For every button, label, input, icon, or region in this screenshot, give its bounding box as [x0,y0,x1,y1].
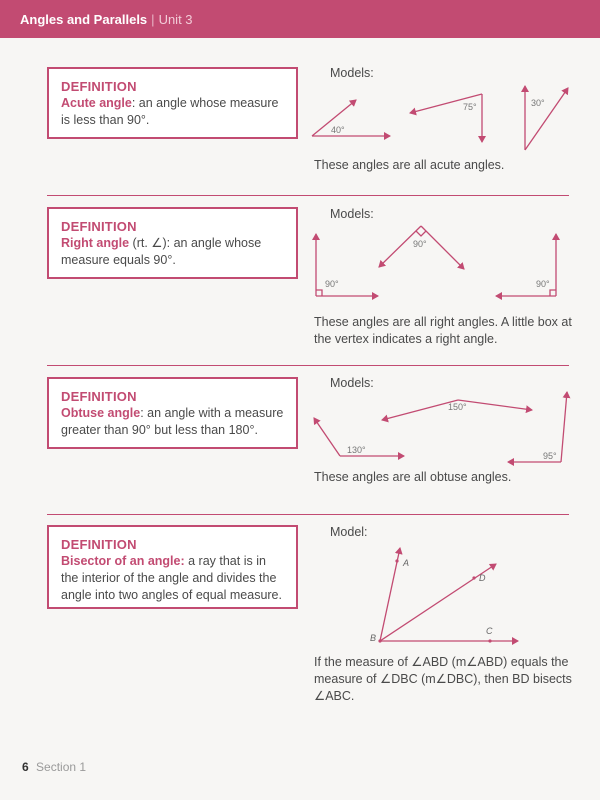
caption-right: These angles are all right angles. A little box at the vertex indicates a right angle. [314,315,572,346]
models-label: Model: [330,525,368,539]
caption-acute: These angles are all acute angles. [314,158,505,172]
header-unit: Unit 3 [158,12,193,27]
header-title-text: Angles and Parallels [20,12,148,27]
models-label: Models: [330,207,374,221]
models-label: Models: [330,376,374,390]
angle-label: 75° [463,102,477,112]
point-label: D [479,573,486,583]
section-label: Section 1 [36,760,87,774]
models-label: Models: [330,66,374,80]
definition-term: Right angle [61,236,130,250]
acute-angle-30 [525,86,568,150]
header-separator: | [151,12,155,27]
point-label: A [403,558,410,568]
definition-term: Bisector of an angle: [61,554,185,568]
bisector-model [380,548,518,641]
definition-label: DEFINITION [61,79,137,94]
definition-label: DEFINITION [61,537,137,552]
obtuse-angle-95 [508,392,567,462]
definition-term-suffix: (rt. ∠) [129,236,167,250]
point-label: C [486,626,493,636]
definition-text: : an angle whose measure equals 90°. [61,236,262,267]
angle-label: 90° [413,239,427,249]
definition-label: DEFINITION [61,219,137,234]
point-label: B [370,633,377,643]
angle-label: 150° [448,402,467,412]
acute-angle-40 [312,100,390,136]
caption-line: If the measure of ∠ABD (m∠ABD) equals the [314,655,569,669]
page-number: 6 [22,760,29,774]
angle-label: 95° [543,451,557,461]
definition-label: DEFINITION [61,389,137,404]
angle-label: 130° [347,445,366,455]
page-footer [22,760,86,774]
angle-label: 90° [325,279,339,289]
angle-label: 30° [531,98,545,108]
definition-text: : an angle whose measure is less than 90°. [61,96,279,127]
caption-line: measure of ∠DBC (m∠DBC), then BD bisects [314,672,572,686]
definition-text: a ray that is in the interior of the angle and divides the angle into two angles of equal measure. [61,554,282,602]
definition-text: : an angle with a measure greater than 90° but less than 180°. [61,406,284,437]
definition-term: Acute angle [61,96,132,110]
angle-label: 40° [331,125,345,135]
caption-line: ∠ABC. [314,689,355,703]
angle-label: 90° [536,279,550,289]
definition-term: Obtuse angle [61,406,141,420]
caption-obtuse: These angles are all obtuse angles. [314,470,512,484]
